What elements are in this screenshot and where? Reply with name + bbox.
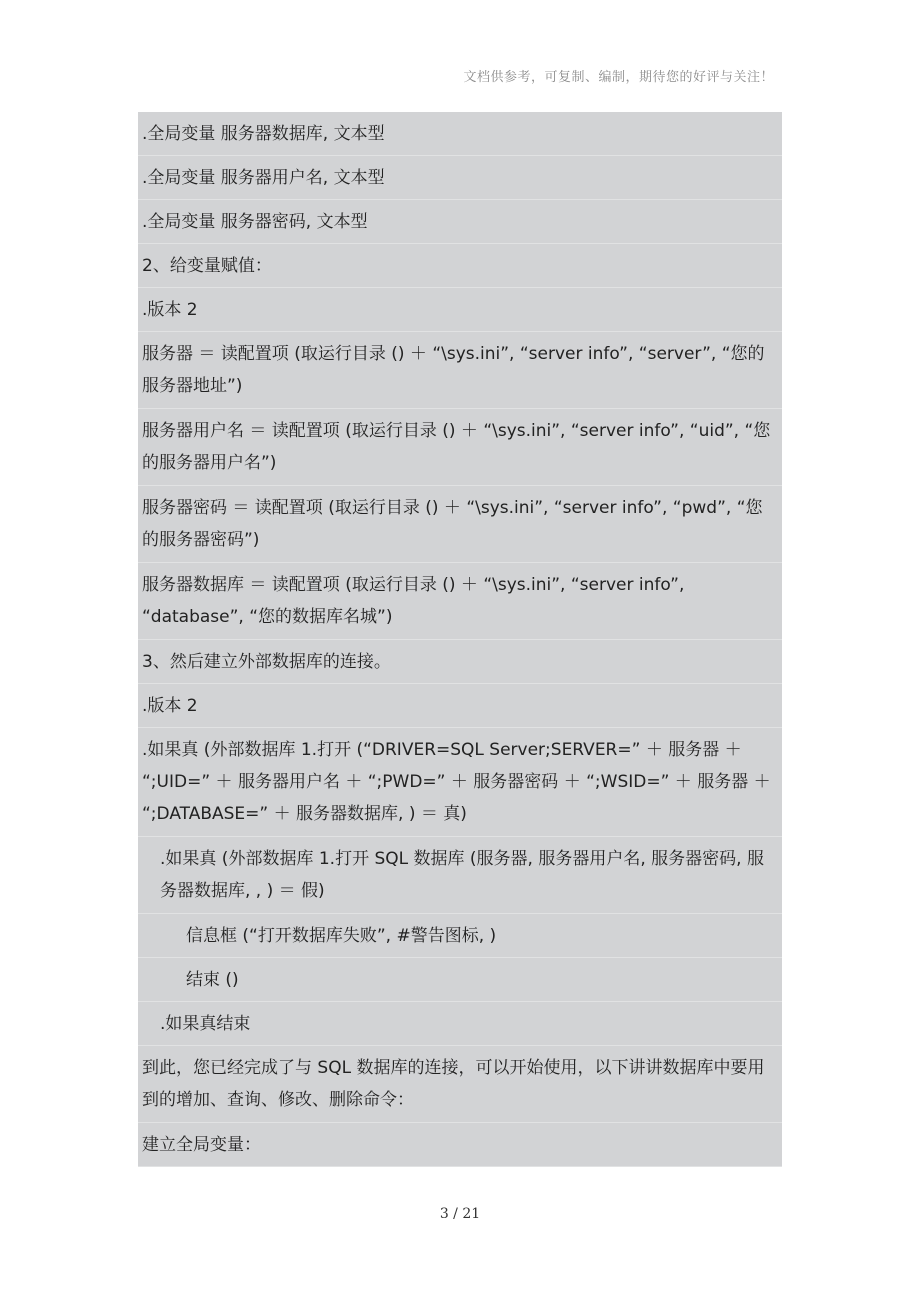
- paragraph: 到此，您已经完成了与 SQL 数据库的连接，可以开始使用，以下讲讲数据库中要用到的增加、查询、修改、删除命令：: [138, 1046, 782, 1123]
- section-heading: 2、给变量赋值：: [138, 244, 782, 288]
- code-line: 信息框 (“打开数据库失败”, #警告图标, ): [138, 914, 782, 958]
- code-line: .如果真 (外部数据库 1.打开 (“DRIVER=SQL Server;SERVER=” ＋ 服务器 ＋ “;UID=” ＋ 服务器用户名 ＋ “;PWD=” ＋ 服务器密码 ＋ “;WSID=” ＋ 服务器 ＋ “;DATABASE=” ＋ 服务器数据库, ) ＝ 真): [138, 728, 782, 837]
- code-line: .全局变量 服务器用户名, 文本型: [138, 156, 782, 200]
- section-heading: 建立全局变量：: [138, 1123, 782, 1167]
- code-line: 服务器密码 ＝ 读配置项 (取运行目录 () ＋ “\sys.ini”, “server info”, “pwd”, “您的服务器密码”): [138, 486, 782, 563]
- code-line: .如果真结束: [138, 1002, 782, 1046]
- code-line: .如果真 (外部数据库 1.打开 SQL 数据库 (服务器, 服务器用户名, 服务器密码, 服务器数据库, , ) ＝ 假): [138, 837, 782, 914]
- code-line: .版本 2: [138, 288, 782, 332]
- code-line: .全局变量 服务器数据库, 文本型: [138, 112, 782, 156]
- code-line: 服务器数据库 ＝ 读配置项 (取运行目录 () ＋ “\sys.ini”, “server info”, “database”, “您的数据库名城”): [138, 563, 782, 640]
- code-line: .全局变量 服务器密码, 文本型: [138, 200, 782, 244]
- section-heading: 3、然后建立外部数据库的连接。: [138, 640, 782, 684]
- code-line: 结束 (): [138, 958, 782, 1002]
- code-line: .版本 2: [138, 684, 782, 728]
- page-number: 3 / 21: [439, 1206, 481, 1222]
- header-note: 文档供参考，可复制、编制，期待您的好评与关注！: [463, 70, 774, 85]
- code-line: 服务器 ＝ 读配置项 (取运行目录 () ＋ “\sys.ini”, “server info”, “server”, “您的服务器地址”): [138, 332, 782, 409]
- code-content-block: [138, 112, 782, 1167]
- code-line: 服务器用户名 ＝ 读配置项 (取运行目录 () ＋ “\sys.ini”, “server info”, “uid”, “您的服务器用户名”): [138, 409, 782, 486]
